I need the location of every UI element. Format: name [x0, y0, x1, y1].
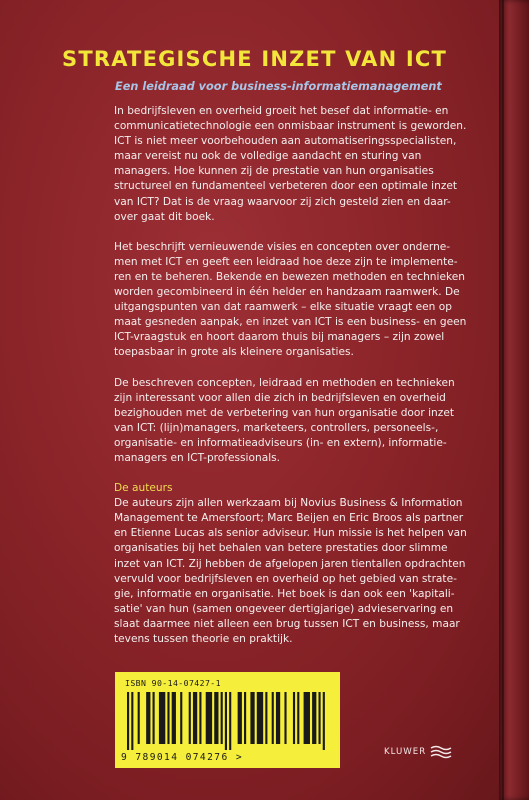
publisher-name: KLUWER: [384, 747, 427, 757]
barcode-bar: [276, 692, 280, 744]
barcode-bar: [323, 692, 325, 750]
barcode-bar: [159, 692, 165, 744]
barcode-bar: [180, 692, 182, 744]
barcode-bar: [304, 692, 310, 744]
barcode-bar: [272, 692, 274, 744]
barcode-bar: [293, 692, 295, 744]
barcode-box: [115, 672, 340, 768]
barcode-bar: [167, 692, 169, 744]
barcode-bar: [153, 692, 155, 744]
barcode-icon: [127, 692, 327, 750]
barcode-bar: [138, 692, 140, 744]
book-subtitle: Een leidraad voor business-informatiemanagement: [115, 80, 442, 93]
ean-number: 9 789014 074276 >: [121, 752, 243, 763]
book-title: STRATEGISCHE INZET VAN ICT: [62, 47, 448, 71]
barcode-bar: [199, 692, 201, 744]
barcode-bar: [221, 692, 223, 744]
barcode-bar: [172, 692, 176, 744]
blurb: [114, 104, 486, 662]
barcode-bar: [214, 692, 218, 744]
blurb-paragraph-3: De beschreven concepten, leidraad en methoden en technieken zijn interessant voor allen die zich in bedrijfsleven en overheid bezighouden met de verbetering van hun organisatie door inzet van ICT: (lijn)managers, marketeers, controllers, personeels-, organisatie- en informatieadviseurs (in- en extern), informatie- managers en ICT-professionals.: [114, 376, 455, 464]
barcode-bar: [284, 692, 286, 744]
blurb-paragraph-1: In bedrijfsleven en overheid groeit het besef dat informatie- en communicatietechnologie een onmisbaar instrument is geworden. ICT is niet meer voorbehouden aan automatiseringsspecialisten, maar vereist nu ook de volledige aandacht en sturing van managers. Hoe kunnen zij de prestatie van hun organisaties structureel en fundamenteel verbeteren door een optimale inzet van ICT? Dat is de vraag waarvoor zij zich gesteld zien en daar- over gaat dit boek.: [114, 105, 467, 223]
barcode-bar: [250, 692, 254, 744]
barcode-bar: [127, 692, 129, 750]
barcode-bar: [229, 692, 231, 750]
book-spine-edge: [499, 0, 529, 800]
barcode-bar: [193, 692, 197, 744]
barcode-bar: [244, 692, 246, 744]
kluwer-wave-logo-icon: [430, 744, 452, 760]
barcode-bar: [257, 692, 263, 744]
barcode-bar: [225, 692, 227, 750]
barcode-bar: [189, 692, 191, 744]
blurb-paragraph-2: Het beschrijft vernieuwende visies en concepten over onderne- men met ICT en geeft een leidraad hoe deze zijn te implemente- ren en te beheren. Bekende en bewezen methoden en technieken worden gecombineerd in één helder en handzaam raamwerk. De uitgangspunten van dat raamwerk – elke situatie vraagt een op maat gesneden aanpak, en inzet van ICT is een business- en geen ICT-vraagstuk en hoort daarom thuis bij managers – zijn zowel toepasbaar in grote als kleinere organisaties.: [114, 240, 467, 359]
barcode-bar: [265, 692, 267, 744]
publisher-logo: [384, 744, 452, 760]
authors-text: De auteurs zijn allen werkzaam bij Novius Business & Information Management te Amersfoort; Marc Beijen en Eric Broos als partner en Etienne Lucas als senior adviseur. Hun missie is het helpen van organisaties bij het behalen van betere prestaties door slimme inzet van ICT. Zij hebben de afgelopen jaren tientallen opdrachten vervuld voor bedrijfsleven en overheid op het gebied van strate- gie, informatie en organisatie. Het boek is dan ook een 'kapitali- satie' van hun (samen ongeveer dertigjarige) advieservaring en slaat daarmee niet alleen een brug tussen ICT en business, maar tevens tussen theorie en praktijk.: [114, 497, 467, 645]
barcode-bar: [297, 692, 299, 744]
barcode-bar: [312, 692, 316, 744]
isbn-label: ISBN 90-14-07427-1: [125, 678, 221, 688]
barcode-bar: [131, 692, 133, 750]
authors-heading: De auteurs: [114, 482, 173, 495]
barcode-bar: [206, 692, 212, 744]
barcode-bar: [146, 692, 150, 744]
barcode-bar: [318, 692, 320, 744]
barcode-bar: [238, 692, 242, 744]
